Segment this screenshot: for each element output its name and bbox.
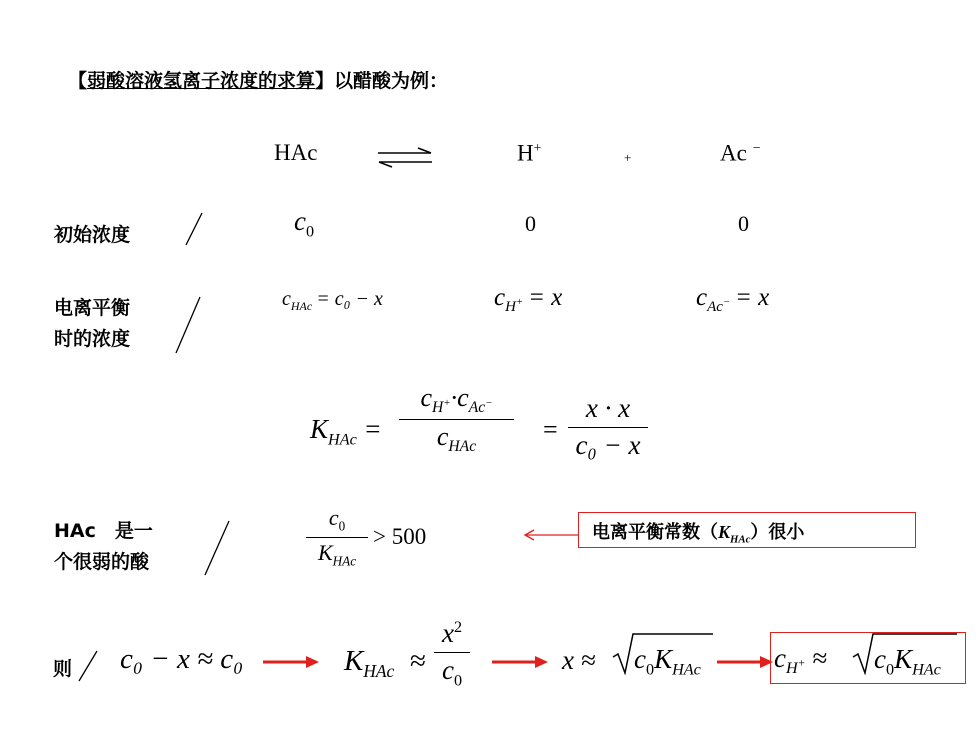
- condition-note: [592, 518, 804, 546]
- fraction-bar: [306, 537, 368, 538]
- initial-label: 初始浓度: [54, 224, 131, 246]
- condition-fraction: [306, 506, 368, 569]
- then-label: 则: [53, 658, 73, 680]
- ka-simplified-denominator: c₀ − x: [575, 429, 641, 460]
- ka-equals: =: [543, 415, 558, 444]
- arrow-right-icon: [491, 654, 549, 670]
- product-ac: [720, 140, 761, 167]
- note-text: 电离平衡常数（: [592, 522, 718, 543]
- eq-c-h-expr: = x: [528, 284, 563, 311]
- slash-divider: [174, 296, 202, 354]
- result-c-h: $c_{H^+}$ ≈: [774, 643, 827, 678]
- derivation-x: x ≈: [562, 645, 596, 675]
- condition-rhs: > 500: [373, 524, 427, 549]
- reactant-hac: HAc: [274, 140, 318, 165]
- title-open-bracket: 【: [68, 70, 88, 92]
- result-sqrt-content: $c_0K_{HAc}$: [874, 644, 941, 679]
- title-underlined: 弱酸溶液氢离子浓度的求算: [87, 70, 316, 92]
- equilibrium-arrow-icon: [376, 147, 434, 169]
- eq-c-ac-expr: = x: [735, 284, 770, 311]
- title-close-bracket: 】: [315, 70, 335, 92]
- derivation-ka-sub: HAc: [363, 660, 395, 681]
- product-h: [517, 140, 541, 167]
- fraction-bar: [399, 419, 514, 420]
- eq-c-hac-sub: HAc: [290, 299, 313, 313]
- equilibrium-label-line1: 电离平衡: [54, 297, 131, 319]
- derivation-ka: $K_{HAc}$: [344, 645, 395, 681]
- weak-label-line1: HAc 是一: [54, 520, 153, 542]
- eq-c-hac: $c_{HAc} = c_0 - x$: [282, 288, 383, 313]
- derivation-numerator: $x^2$: [441, 618, 463, 648]
- note-symbol: K: [718, 522, 731, 542]
- ka-fraction: [399, 384, 514, 456]
- fraction-bar: [434, 652, 470, 653]
- note-sub: HAc: [730, 533, 751, 546]
- product-ac-charge: −: [752, 140, 761, 155]
- title-rest: 以醋酸为例：: [334, 70, 449, 92]
- slash-divider: [203, 520, 231, 576]
- ka-simplified-numerator: x · x: [585, 393, 631, 423]
- product-h-symbol: H: [517, 140, 534, 166]
- product-ac-symbol: Ac: [720, 140, 747, 166]
- ka-denominator: $c_{HAc}$: [436, 422, 477, 456]
- reaction-plus: +: [624, 150, 632, 165]
- eq-c-hac-expr: = c₀ − x: [316, 288, 383, 310]
- condition-numerator: $c_0$: [328, 505, 346, 534]
- ka-lhs-sub: HAc: [328, 430, 357, 449]
- derivation-step1: c₀ − x ≈ c₀: [120, 643, 244, 675]
- arrow-right-icon: [716, 654, 774, 670]
- product-h-charge: +: [533, 140, 542, 155]
- derivation-approx: ≈: [410, 645, 426, 677]
- page-title: [68, 66, 448, 93]
- slash-divider: [77, 650, 99, 682]
- arrow-right-icon: [262, 654, 320, 670]
- eq-c-h: $c_{H^+} = x$: [494, 284, 563, 315]
- equilibrium-label-line2: 时的浓度: [54, 328, 131, 350]
- slash-divider: [184, 212, 204, 246]
- weak-label-line2: 个很弱的酸: [54, 551, 150, 573]
- arrow-left-icon: [523, 529, 579, 541]
- initial-h-value: 0: [525, 211, 536, 236]
- sqrt-content: $c_0K_{HAc}$: [634, 644, 701, 679]
- condition-denominator: $K_{HAc}$: [317, 539, 357, 569]
- initial-ac-value: 0: [738, 211, 749, 236]
- fraction-bar: [568, 427, 648, 428]
- derivation-fraction: [434, 619, 470, 690]
- eq-c-h-sub: H+: [505, 297, 524, 315]
- derivation-denominator: $c_0$: [441, 654, 463, 690]
- ka-lhs: $K_{HAc}$ =: [310, 414, 382, 449]
- initial-c-sub: 0: [305, 222, 315, 241]
- eq-c-ac-sub: Ac−: [707, 297, 731, 315]
- initial-c-symbol: c: [294, 206, 306, 236]
- ka-numerator: $c_{H^+}\cdot c_{Ac^-}$: [420, 383, 493, 417]
- initial-c0: [294, 206, 314, 241]
- note-end: ）很小: [750, 522, 805, 543]
- ka-simplified-fraction: [568, 394, 648, 460]
- eq-c-ac: $c_{Ac^-} = x$: [696, 284, 770, 315]
